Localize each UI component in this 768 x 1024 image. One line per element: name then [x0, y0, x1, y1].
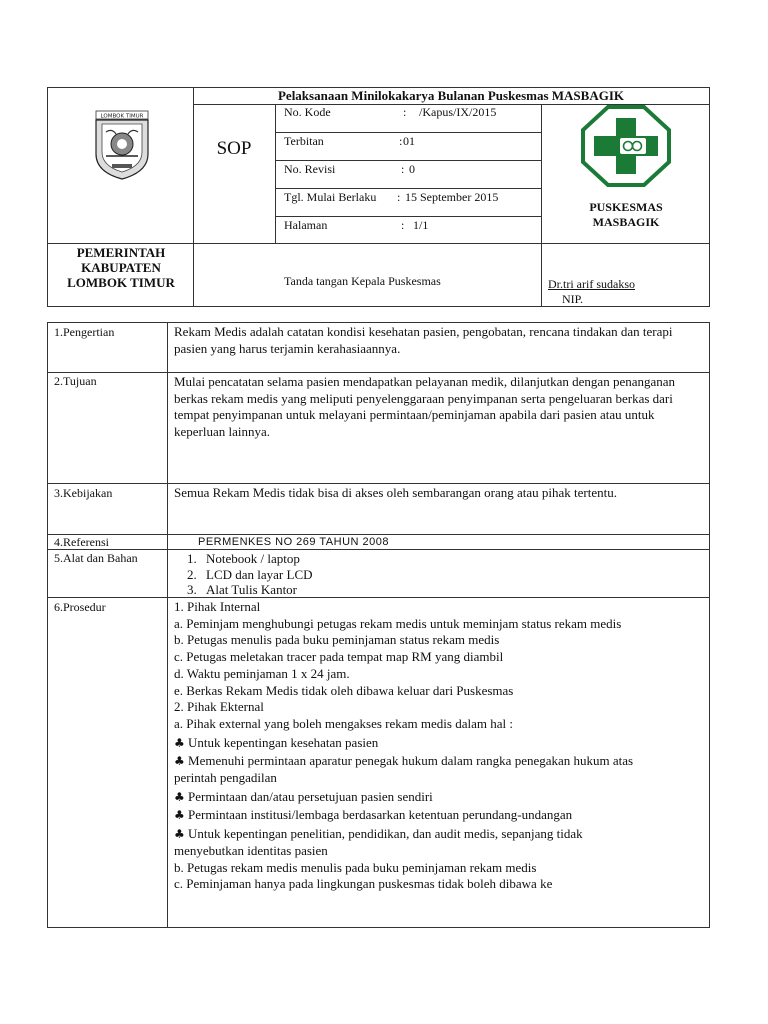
club-bullet-icon: ♣: [174, 827, 185, 842]
club-item: ♣ Permintaan dan/atau persetujuan pasien sendiri: [174, 788, 433, 804]
label-prosedur: 6.Prosedur: [54, 600, 106, 614]
prosedur-line: c. Petugas meletakan tracer pada tempat map RM yang diambil: [174, 649, 504, 665]
field-label: Halaman: [284, 218, 328, 232]
prosedur-content: [174, 599, 675, 893]
signer-nip: NIP.: [562, 292, 584, 306]
club-bullet-icon: ♣: [174, 735, 185, 750]
field-sep: :: [399, 134, 403, 148]
club-bullet-icon: ♣: [174, 754, 185, 769]
logo-label: LOMBOK TIMUR: [100, 113, 144, 120]
club-bullet-icon: ♣: [174, 789, 185, 804]
field-sep: :: [397, 190, 401, 204]
prosedur-line: c. Peminjaman hanya pada lingkungan puskesmas tidak boleh dibawa ke: [174, 876, 553, 892]
label-kebijakan: 3.Kebijakan: [54, 486, 113, 500]
field-value: /Kapus/IX/2015: [419, 105, 497, 119]
field-value: 01: [403, 134, 415, 148]
field-terbitan: [284, 134, 540, 161]
puskesmas-name: PUSKESMAS MASBAGIK: [589, 200, 663, 229]
prosedur-line: 1. Pihak Internal: [174, 599, 261, 614]
label-alat: 5.Alat dan Bahan: [54, 551, 138, 565]
field-halaman: [284, 218, 540, 245]
field-label: Terbitan: [284, 134, 324, 148]
prosedur-line: e. Berkas Rekam Medis tidak oleh dibawa keluar dari Puskesmas: [174, 682, 514, 698]
label-pengertian: 1.Pengertian: [54, 325, 115, 339]
signer-name: Dr.tri arif sudakso: [548, 277, 635, 291]
field-value: 15 September 2015: [405, 190, 499, 204]
prosedur-line: b. Petugas rekam medis menulis pada buku peminjaman rekam medis: [174, 859, 537, 875]
field-label: No. Revisi: [284, 162, 336, 176]
club-item: ♣ Memenuhi permintaan aparatur penegak hukum dalam rangka penegakan hukum atas perintah pengadilan: [174, 753, 634, 786]
text-referensi: PERMENKES NO 269 TAHUN 2008: [198, 536, 389, 548]
field-tgl-mulai: [284, 190, 540, 217]
field-label: No. Kode: [284, 105, 331, 119]
header-table: [47, 87, 710, 307]
club-item: ♣ Untuk kepentingan kesehatan pasien: [174, 734, 379, 750]
alat-list: [170, 551, 703, 598]
field-sep: :: [403, 105, 407, 119]
list-item: 1. Notebook / laptop: [200, 551, 703, 567]
text-tujuan: Mulai pencatatan selama pasien mendapatkan pelayanan medik, dilanjutkan dengan penanganan berkas rekam medis yang meliputi penyelenggaraan penyimpanan serta pengeluaran berkas dari tempat penyimpanan untuk melayani permintaan/peminjaman apabila dari pasien atau untuk keperluan lainnya.: [174, 374, 676, 439]
doc-title: Pelaksanaan Minilokakarya Bulanan Puskesmas MASBAGIK: [277, 88, 625, 103]
prosedur-line: 2. Pihak Ekternal: [174, 699, 264, 715]
field-no-revisi: [284, 162, 540, 189]
list-item: 3. Alat Tulis Kantor: [200, 582, 703, 598]
field-value: 0: [409, 162, 415, 176]
content-table: [47, 322, 710, 928]
club-item: ♣ Permintaan institusi/lembaga berdasarkan ketentuan perundang-undangan: [174, 807, 573, 823]
field-sep: :: [401, 162, 405, 176]
prosedur-line: a. Pihak external yang boleh mengakses rekam medis dalam hal :: [174, 715, 513, 731]
gov-name: PEMERINTAH KABUPATEN LOMBOK TIMUR: [67, 245, 175, 290]
puskesmas-logo: [580, 104, 672, 188]
prosedur-line: d. Waktu peminjaman 1 x 24 jam.: [174, 665, 350, 681]
club-item: ♣ Untuk kepentingan penelitian, pendidikan, dan audit medis, sepanjang tidak menyebutkan identitas pasien: [174, 826, 583, 858]
signature-label: Tanda tangan Kepala Puskesmas: [284, 274, 441, 288]
text-pengertian: Rekam Medis adalah catatan kondisi kesehatan pasien, pengobatan, rencana tindakan dan terapi pasien yang harus terjamin kerahasiaannya.: [174, 324, 673, 356]
club-bullet-icon: ♣: [174, 808, 185, 823]
list-item: 2. LCD dan layar LCD: [200, 567, 703, 583]
field-sep: :: [401, 218, 405, 232]
field-value: 1/1: [413, 218, 429, 232]
field-no-kode: [284, 105, 540, 132]
label-referensi: 4.Referensi: [54, 535, 109, 549]
sop-label: SOP: [216, 138, 252, 159]
lombok-timur-logo: [92, 110, 152, 180]
prosedur-line: a. Peminjam menghubungi petugas rekam medis untuk meminjam status rekam medis: [174, 615, 622, 631]
label-tujuan: 2.Tujuan: [54, 374, 97, 388]
field-label: Tgl. Mulai Berlaku: [284, 190, 377, 204]
text-kebijakan: Semua Rekam Medis tidak bisa di akses oleh sembarangan orang atau pihak tertentu.: [174, 485, 617, 500]
prosedur-line: b. Petugas menulis pada buku peminjaman status rekam medis: [174, 632, 500, 648]
